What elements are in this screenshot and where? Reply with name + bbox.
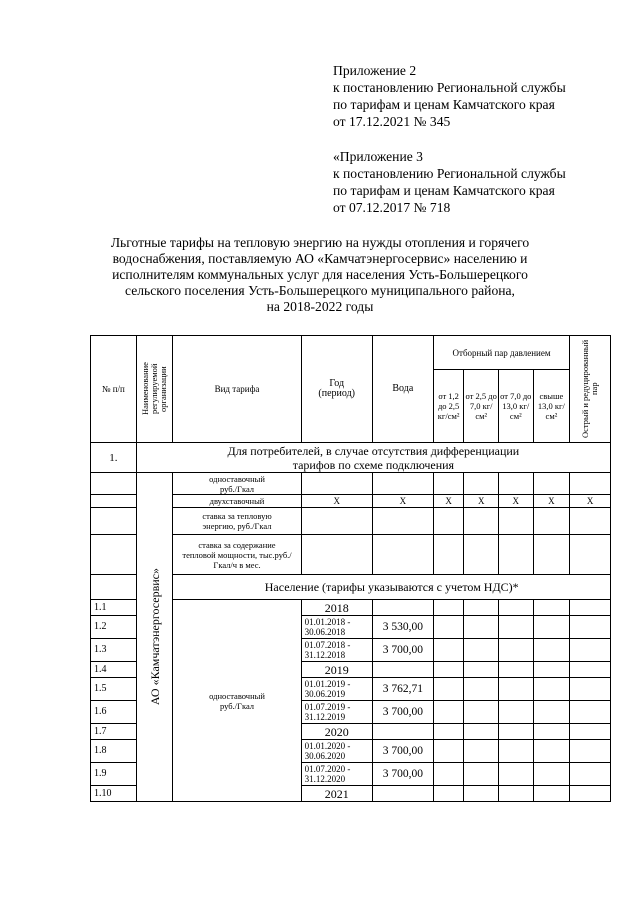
single-rate-label: одноставочный руб./Гкал — [173, 473, 301, 495]
header-p2: от 2,5 до 7,0 кг/см² — [464, 370, 499, 443]
period-range: 01.07.2020 - 31.12.2020 — [301, 763, 372, 786]
row-num: 1.7 — [91, 724, 137, 740]
title-line: водоснабжения, поставляемую АО «Камчатэнергосервис» населению и — [112, 251, 528, 266]
title-line: сельского поселения Усть-Большерецкого муниципального района, — [125, 283, 515, 298]
x-mark: Х — [372, 495, 433, 508]
appendix-line: по тарифам и ценам Камчатского края — [333, 183, 555, 198]
row-num: 1.3 — [91, 639, 137, 662]
title-line: исполнителям коммунальных услуг для населения Усть-Большерецкого — [112, 267, 528, 282]
period-year: 2019 — [301, 662, 372, 678]
tariff-table — [90, 335, 611, 802]
x-mark: Х — [498, 495, 533, 508]
cell-empty — [464, 508, 499, 535]
cell-empty — [91, 508, 137, 535]
cell-empty — [498, 473, 533, 495]
cell-empty — [372, 473, 433, 495]
cell-empty — [464, 473, 499, 495]
cell-empty — [498, 508, 533, 535]
header-p1: от 1,2 до 2,5 кг/см² — [433, 370, 464, 443]
cell-empty — [372, 508, 433, 535]
cell-empty — [301, 535, 372, 575]
cell-empty — [570, 535, 611, 575]
cell-empty — [91, 495, 137, 508]
period-range: 01.01.2020 - 30.06.2020 — [301, 740, 372, 763]
cell-empty — [91, 473, 137, 495]
cell-empty — [570, 508, 611, 535]
org-name-cell — [136, 473, 173, 802]
header-p3: от 7,0 до 13,0 кг/см² — [498, 370, 533, 443]
header-sharp-text: Острый и редуцированный пар — [580, 339, 600, 439]
x-mark: Х — [570, 495, 611, 508]
cell-empty — [372, 535, 433, 575]
appendix-line: от 17.12.2021 № 345 — [333, 114, 451, 129]
cell-empty — [301, 508, 372, 535]
title-line: Льготные тарифы на тепловую энергию на нужды отопления и горячего — [110, 235, 530, 250]
cell-empty — [464, 535, 499, 575]
value-cell: 3 530,00 — [372, 616, 433, 639]
value-cell: 3 762,71 — [372, 678, 433, 701]
row-num: 1. — [91, 443, 137, 473]
header-org-text: Наименование регулируемой организации — [140, 362, 169, 416]
row-num: 1.10 — [91, 786, 137, 802]
two-rate-label: двухставочный — [173, 495, 301, 508]
row-num: 1.9 — [91, 763, 137, 786]
row-num: 1.5 — [91, 678, 137, 701]
appendix-3-header — [333, 148, 633, 216]
x-mark: Х — [464, 495, 499, 508]
period-range: 01.07.2018 - 31.12.2018 — [301, 639, 372, 662]
cell-empty — [570, 473, 611, 495]
value-cell: 3 700,00 — [372, 701, 433, 724]
section-population: Население (тарифы указываются с учетом НДС)* — [173, 575, 611, 600]
cell-empty — [533, 508, 570, 535]
value-cell — [372, 662, 433, 678]
single-rate-population-label: одноставочный руб./Гкал — [173, 600, 301, 802]
appendix-line: от 07.12.2017 № 718 — [333, 200, 451, 215]
row-num: 1.6 — [91, 701, 137, 724]
section-title: Для потребителей, в случае отсутствия дифференциации тарифов по схеме подключения — [136, 443, 610, 473]
appendix-line: Приложение 2 — [333, 63, 417, 78]
cell-empty — [91, 575, 137, 600]
x-mark: Х — [533, 495, 570, 508]
value-cell: 3 700,00 — [372, 763, 433, 786]
x-mark: Х — [433, 495, 464, 508]
header-num: № п/п — [91, 336, 137, 443]
cell-empty — [301, 473, 372, 495]
appendix-2-header — [333, 62, 633, 130]
x-mark: Х — [301, 495, 372, 508]
cell-empty — [498, 535, 533, 575]
period-year: 2018 — [301, 600, 372, 616]
cell-empty — [433, 535, 464, 575]
period-range: 01.01.2018 - 30.06.2018 — [301, 616, 372, 639]
org-name: АО «Камчатэнергосервис» — [147, 568, 162, 706]
value-cell — [372, 600, 433, 616]
document-title — [100, 235, 540, 315]
row-num: 1.8 — [91, 740, 137, 763]
header-tariff-type: Вид тарифа — [173, 336, 301, 443]
header-org — [136, 336, 173, 443]
period-range: 01.01.2019 - 30.06.2019 — [301, 678, 372, 701]
cell-empty — [533, 535, 570, 575]
cell-empty — [433, 473, 464, 495]
row-num: 1.2 — [91, 616, 137, 639]
header-sharp-steam — [570, 336, 611, 443]
capacity-rate-label: ставка за содержание тепловой мощности, тыс.руб./Гкал/ч в мес. — [173, 535, 301, 575]
value-cell: 3 700,00 — [372, 639, 433, 662]
appendix-line: по тарифам и ценам Камчатского края — [333, 97, 555, 112]
row-num: 1.4 — [91, 662, 137, 678]
cell-empty — [533, 473, 570, 495]
header-steam: Отборный пар давлением — [433, 336, 569, 370]
cell-empty — [91, 535, 137, 575]
appendix-line: к постановлению Региональной службы — [333, 166, 566, 181]
period-year: 2020 — [301, 724, 372, 740]
header-water: Вода — [372, 336, 433, 443]
title-line: на 2018-2022 годы — [266, 299, 374, 314]
value-cell — [372, 724, 433, 740]
period-year: 2021 — [301, 786, 372, 802]
appendix-line: к постановлению Региональной службы — [333, 80, 566, 95]
row-num: 1.1 — [91, 600, 137, 616]
appendix-line: «Приложение 3 — [333, 149, 423, 164]
header-p4: свыше 13,0 кг/см² — [533, 370, 570, 443]
heat-rate-label: ставка за тепловую энергию, руб./Гкал — [173, 508, 301, 535]
cell-empty — [433, 508, 464, 535]
header-year: Год (период) — [301, 336, 372, 443]
value-cell — [372, 786, 433, 802]
value-cell: 3 700,00 — [372, 740, 433, 763]
period-range: 01.07.2019 - 31.12.2019 — [301, 701, 372, 724]
